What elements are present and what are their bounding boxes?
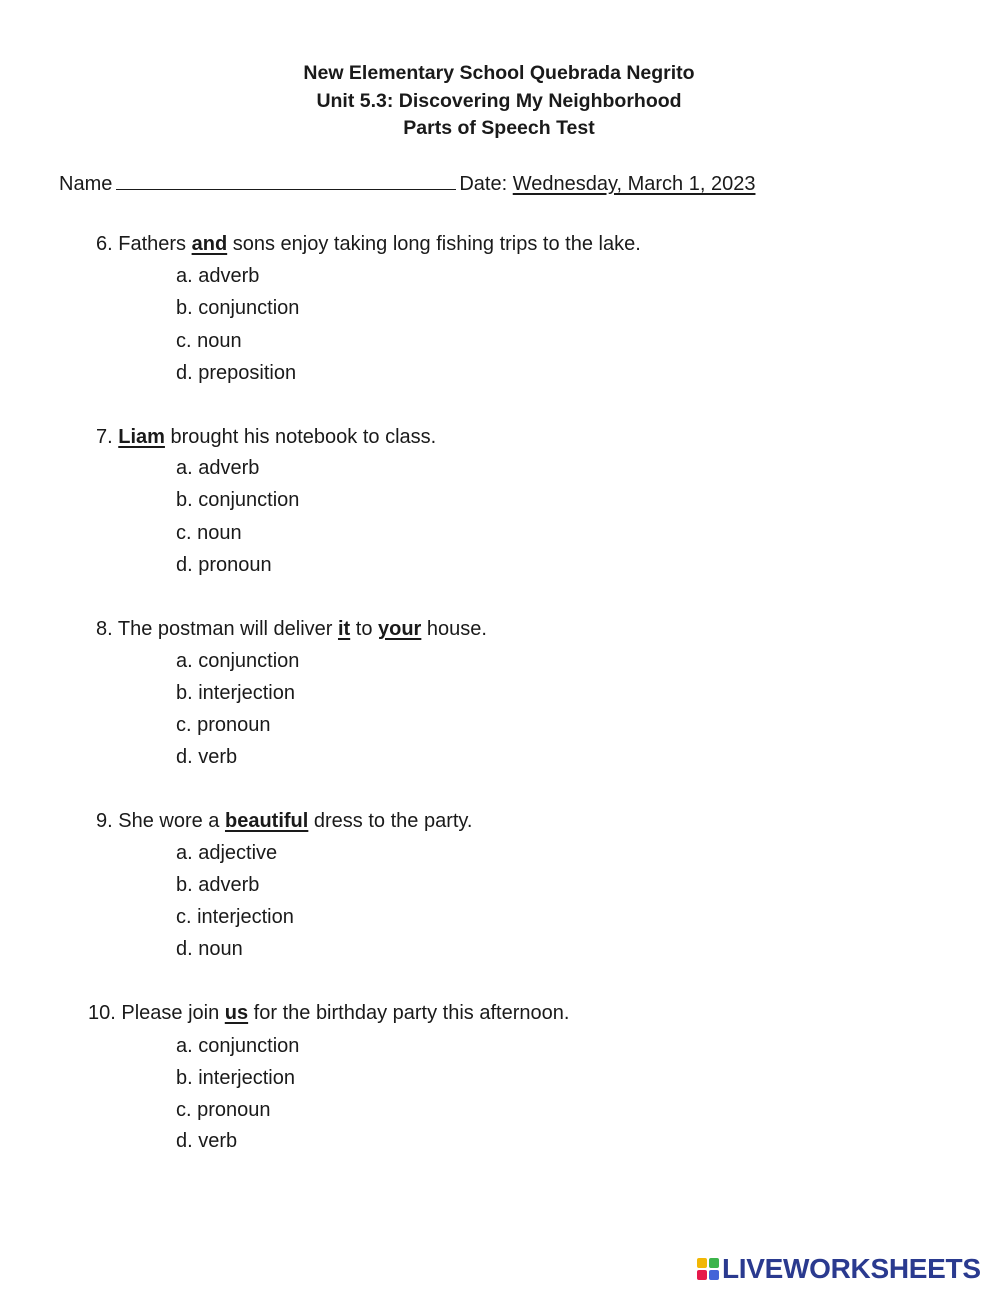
stem-text: for the birthday party this afternoon.	[248, 1002, 570, 1024]
date-value: Wednesday, March 1, 2023	[512, 173, 756, 195]
target-word: Liam	[118, 426, 165, 448]
option-b[interactable]: b. conjunction	[176, 489, 300, 511]
logo-tile	[697, 1258, 707, 1268]
target-word: us	[224, 1002, 249, 1024]
stem-text: She wore a	[118, 810, 225, 832]
question-8	[96, 618, 487, 640]
stem-text: to	[350, 618, 378, 640]
question-stem	[96, 810, 472, 832]
logo-tile	[709, 1270, 719, 1280]
option-a[interactable]: a. conjunction	[176, 650, 300, 672]
stem-text: sons enjoy taking long fishing trips to the lake.	[227, 233, 641, 255]
school-name: New Elementary School Quebrada Negrito	[303, 62, 695, 84]
option-c[interactable]: c. noun	[176, 522, 242, 544]
question-10	[88, 1002, 569, 1024]
question-stem	[96, 426, 436, 448]
question-number: 9.	[96, 810, 113, 832]
target-word: your	[378, 618, 422, 640]
date-label: Date:	[459, 173, 508, 195]
question-stem	[88, 1002, 569, 1024]
option-b[interactable]: b. interjection	[176, 682, 295, 704]
stem-text: Please join	[121, 1002, 225, 1024]
logo-tile	[709, 1258, 719, 1268]
target-word: it	[337, 618, 351, 640]
stem-text: The postman will deliver	[117, 618, 338, 640]
option-c[interactable]: c. interjection	[176, 906, 294, 928]
option-d[interactable]: d. verb	[176, 1130, 238, 1152]
option-d[interactable]: d. pronoun	[176, 554, 272, 576]
test-title: Parts of Speech Test	[403, 117, 595, 139]
option-b[interactable]: b. adverb	[176, 874, 260, 896]
option-a[interactable]: a. adverb	[176, 265, 260, 287]
name-date-line	[59, 171, 755, 196]
option-c[interactable]: c. noun	[176, 330, 242, 352]
logo-tile	[697, 1270, 707, 1280]
stem-text: house.	[421, 618, 487, 640]
stem-text: Fathers	[118, 233, 192, 255]
question-stem	[96, 618, 487, 640]
stem-text: brought his notebook to class.	[164, 426, 437, 448]
option-d[interactable]: d. preposition	[176, 362, 297, 384]
target-word: beautiful	[224, 810, 309, 832]
question-stem	[96, 233, 641, 255]
question-number: 10.	[88, 1002, 116, 1024]
question-number: 6.	[96, 233, 113, 255]
logo-tiles-icon	[697, 1258, 719, 1280]
option-a[interactable]: a. adjective	[176, 842, 278, 864]
target-word: and	[191, 233, 228, 255]
logo-text: LIVEWORKSHEETS	[722, 1253, 981, 1284]
question-7	[96, 426, 436, 448]
option-c[interactable]: c. pronoun	[176, 714, 271, 736]
stem-text: dress to the party.	[308, 810, 473, 832]
option-b[interactable]: b. conjunction	[176, 297, 300, 319]
question-number: 8.	[96, 618, 113, 640]
option-c[interactable]: c. pronoun	[176, 1099, 271, 1121]
option-d[interactable]: d. noun	[176, 938, 243, 960]
name-label: Name	[59, 173, 113, 195]
option-a[interactable]: a. conjunction	[176, 1035, 300, 1057]
option-b[interactable]: b. interjection	[176, 1067, 295, 1089]
option-d[interactable]: d. verb	[176, 746, 238, 768]
unit-title: Unit 5.3: Discovering My Neighborhood	[316, 89, 682, 112]
question-9	[96, 810, 472, 832]
question-number: 7.	[96, 426, 113, 448]
question-6	[96, 233, 641, 255]
option-a[interactable]: a. adverb	[176, 457, 260, 479]
liveworksheets-logo	[697, 1254, 981, 1284]
name-blank-field[interactable]	[116, 171, 456, 190]
document-header	[0, 60, 998, 143]
